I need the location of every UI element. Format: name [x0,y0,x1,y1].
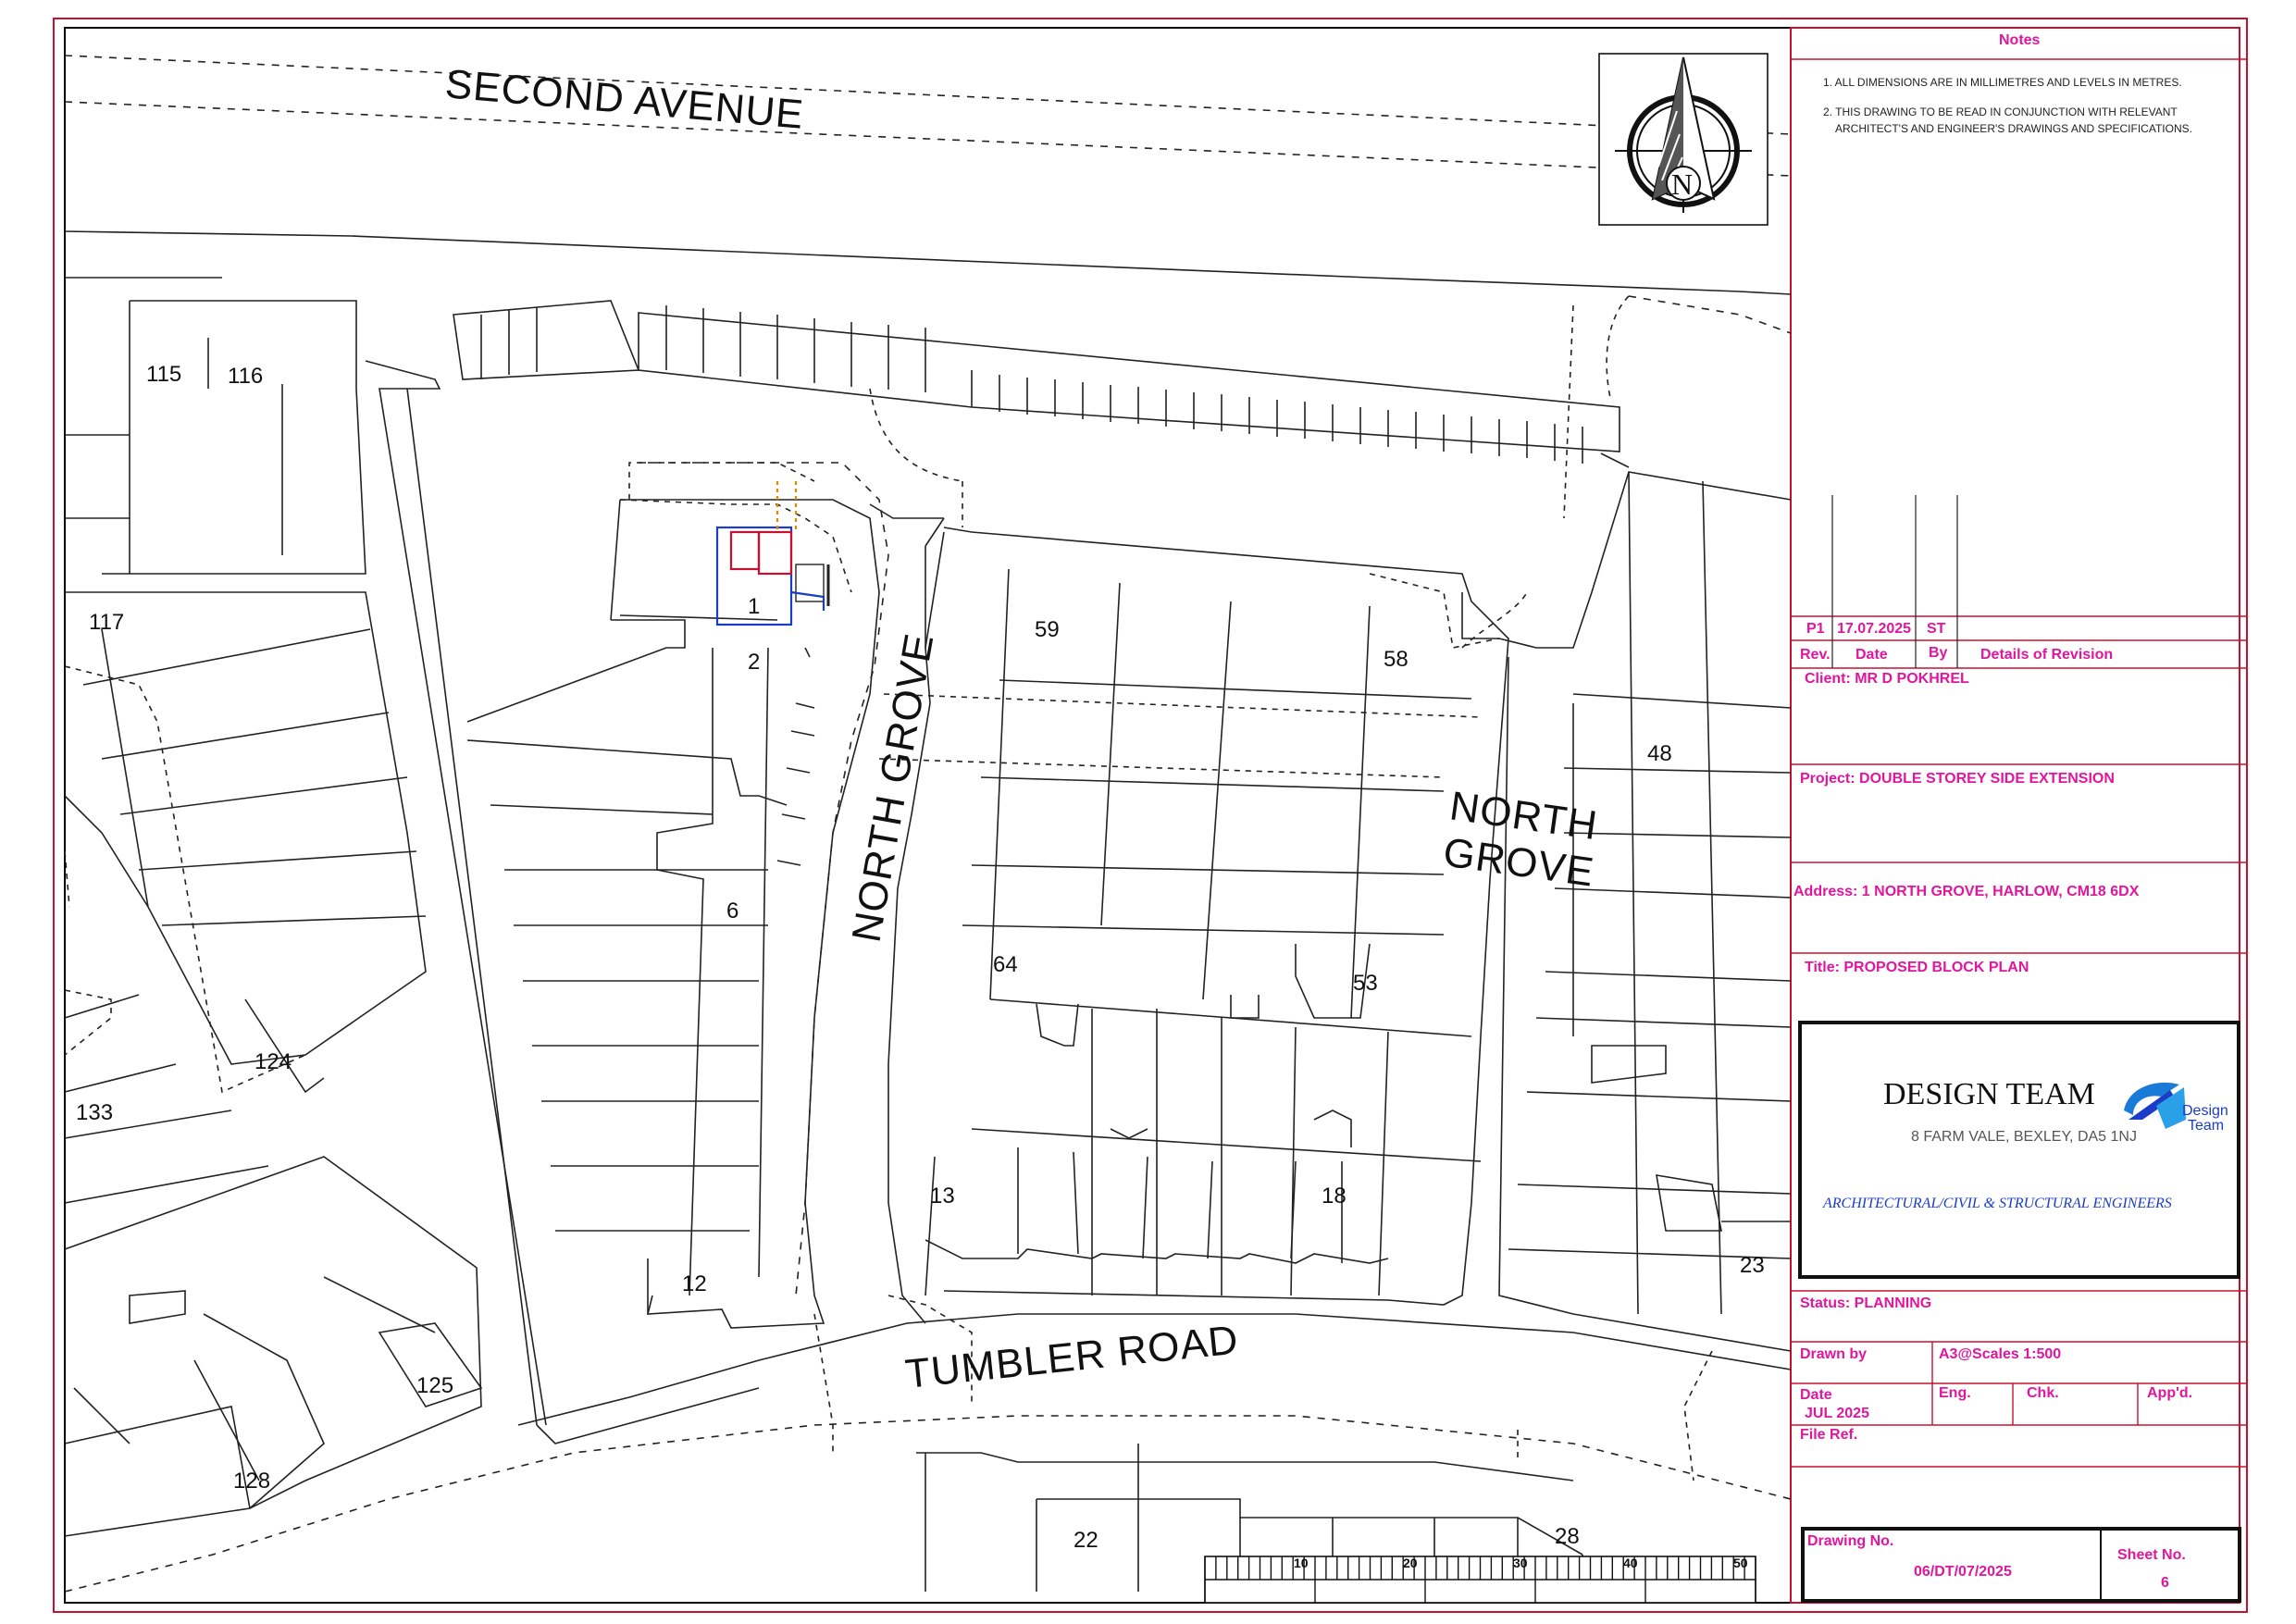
chk-label: Chk. [2027,1385,2059,1401]
client-label: Client: MR D POKHREL [1805,671,1969,687]
revision-date: 17.07.2025 [1837,621,1912,637]
house-number: 6 [726,899,739,924]
road-label-north-grove-lower: GROVE [1440,829,1597,896]
date-label: Date [1800,1387,1832,1403]
house-number: 115 [146,362,182,387]
scale-tick-label: 40 [1623,1556,1638,1570]
revision-header-rev: Rev. [1800,647,1831,663]
scale-tick-label: 30 [1513,1556,1528,1570]
house-number: 133 [76,1100,114,1125]
road-label-tumbler-road: TUMBLER ROAD [902,1317,1241,1397]
house-number: 116 [228,364,264,389]
project-label: Project: DOUBLE STOREY SIDE EXTENSION [1800,771,2115,787]
house-number: 23 [1740,1253,1765,1278]
drawn-by-label: Drawn by [1800,1346,1868,1362]
note-line: 2. THIS DRAWING TO BE READ IN CONJUNCTION WITH RELEVANT [1823,105,2178,118]
scale-tick-label: 20 [1403,1556,1418,1570]
revision-header-date: Date [1855,647,1888,663]
revision-header-details: Details of Revision [1980,647,2114,663]
sheet-no-value: 6 [2161,1575,2169,1591]
logo-text-team: Team [2188,1118,2225,1134]
scale-bar [1205,1556,1756,1603]
status-label: Status: PLANNING [1800,1295,1932,1311]
house-number: 13 [930,1184,955,1209]
house-number: 128 [233,1469,271,1494]
house-number: 1 [748,594,761,619]
company-tagline: ARCHITECTURAL/CIVIL & STRUCTURAL ENGINEERS [1823,1196,2172,1211]
north-letter: N [1671,167,1694,201]
house-number: 59 [1035,617,1060,642]
house-number: 124 [254,1049,292,1074]
title-label: Title: PROPOSED BLOCK PLAN [1805,960,2029,975]
house-number: 2 [748,650,761,675]
title-block [1791,32,2247,1601]
date-value: JUL 2025 [1805,1406,1869,1421]
note-line: ARCHITECT'S AND ENGINEER'S DRAWINGS AND SPECIFICATIONS. [1835,122,2192,135]
address-label: Address: 1 NORTH GROVE, HARLOW, CM18 6DX [1793,884,2140,899]
north-arrow [1599,54,1768,225]
scale-tick-label: 10 [1294,1556,1309,1570]
drawing-no-label: Drawing No. [1807,1533,1894,1549]
proposed-extension [717,481,828,625]
road-label-north-grove-vertical: NORTH GROVE [843,629,943,946]
house-number: 58 [1384,647,1409,672]
logo-text-design: Design [2182,1103,2228,1119]
sheet-no-label: Sheet No. [2117,1547,2186,1563]
house-number: 48 [1647,741,1672,766]
scale-tick-label: 50 [1733,1556,1748,1570]
house-number: 53 [1353,971,1378,996]
sheet-frame [54,19,2247,1612]
house-number: 18 [1322,1184,1347,1209]
company-address: 8 FARM VALE, BEXLEY, DA5 1NJ [1911,1129,2137,1145]
notes-title: Notes [1999,32,2041,48]
revision-header-by: By [1929,645,1948,661]
company-name: DESIGN TEAM [1883,1077,2095,1111]
house-number: 125 [416,1373,454,1398]
road-label-second-avenue: SECOND AVENUE [443,61,806,138]
house-number: 117 [89,610,125,635]
appd-label: App'd. [2147,1385,2193,1401]
eng-label: Eng. [1939,1385,1971,1401]
house-number: 28 [1555,1524,1580,1549]
file-ref-label: File Ref. [1800,1427,1858,1443]
road-label-north-grove-upper: NORTH [1446,783,1601,849]
revision-rev: P1 [1806,621,1825,637]
house-number: 22 [1074,1528,1098,1553]
house-number: 12 [682,1271,707,1296]
drawing-no-value: 06/DT/07/2025 [1914,1564,2012,1580]
revision-by: ST [1927,621,1946,637]
scale-label: A3@Scales 1:500 [1939,1346,2062,1362]
house-number: 64 [993,952,1018,977]
note-line: 1. ALL DIMENSIONS ARE IN MILLIMETRES AND LEVELS IN METRES. [1823,76,2182,89]
